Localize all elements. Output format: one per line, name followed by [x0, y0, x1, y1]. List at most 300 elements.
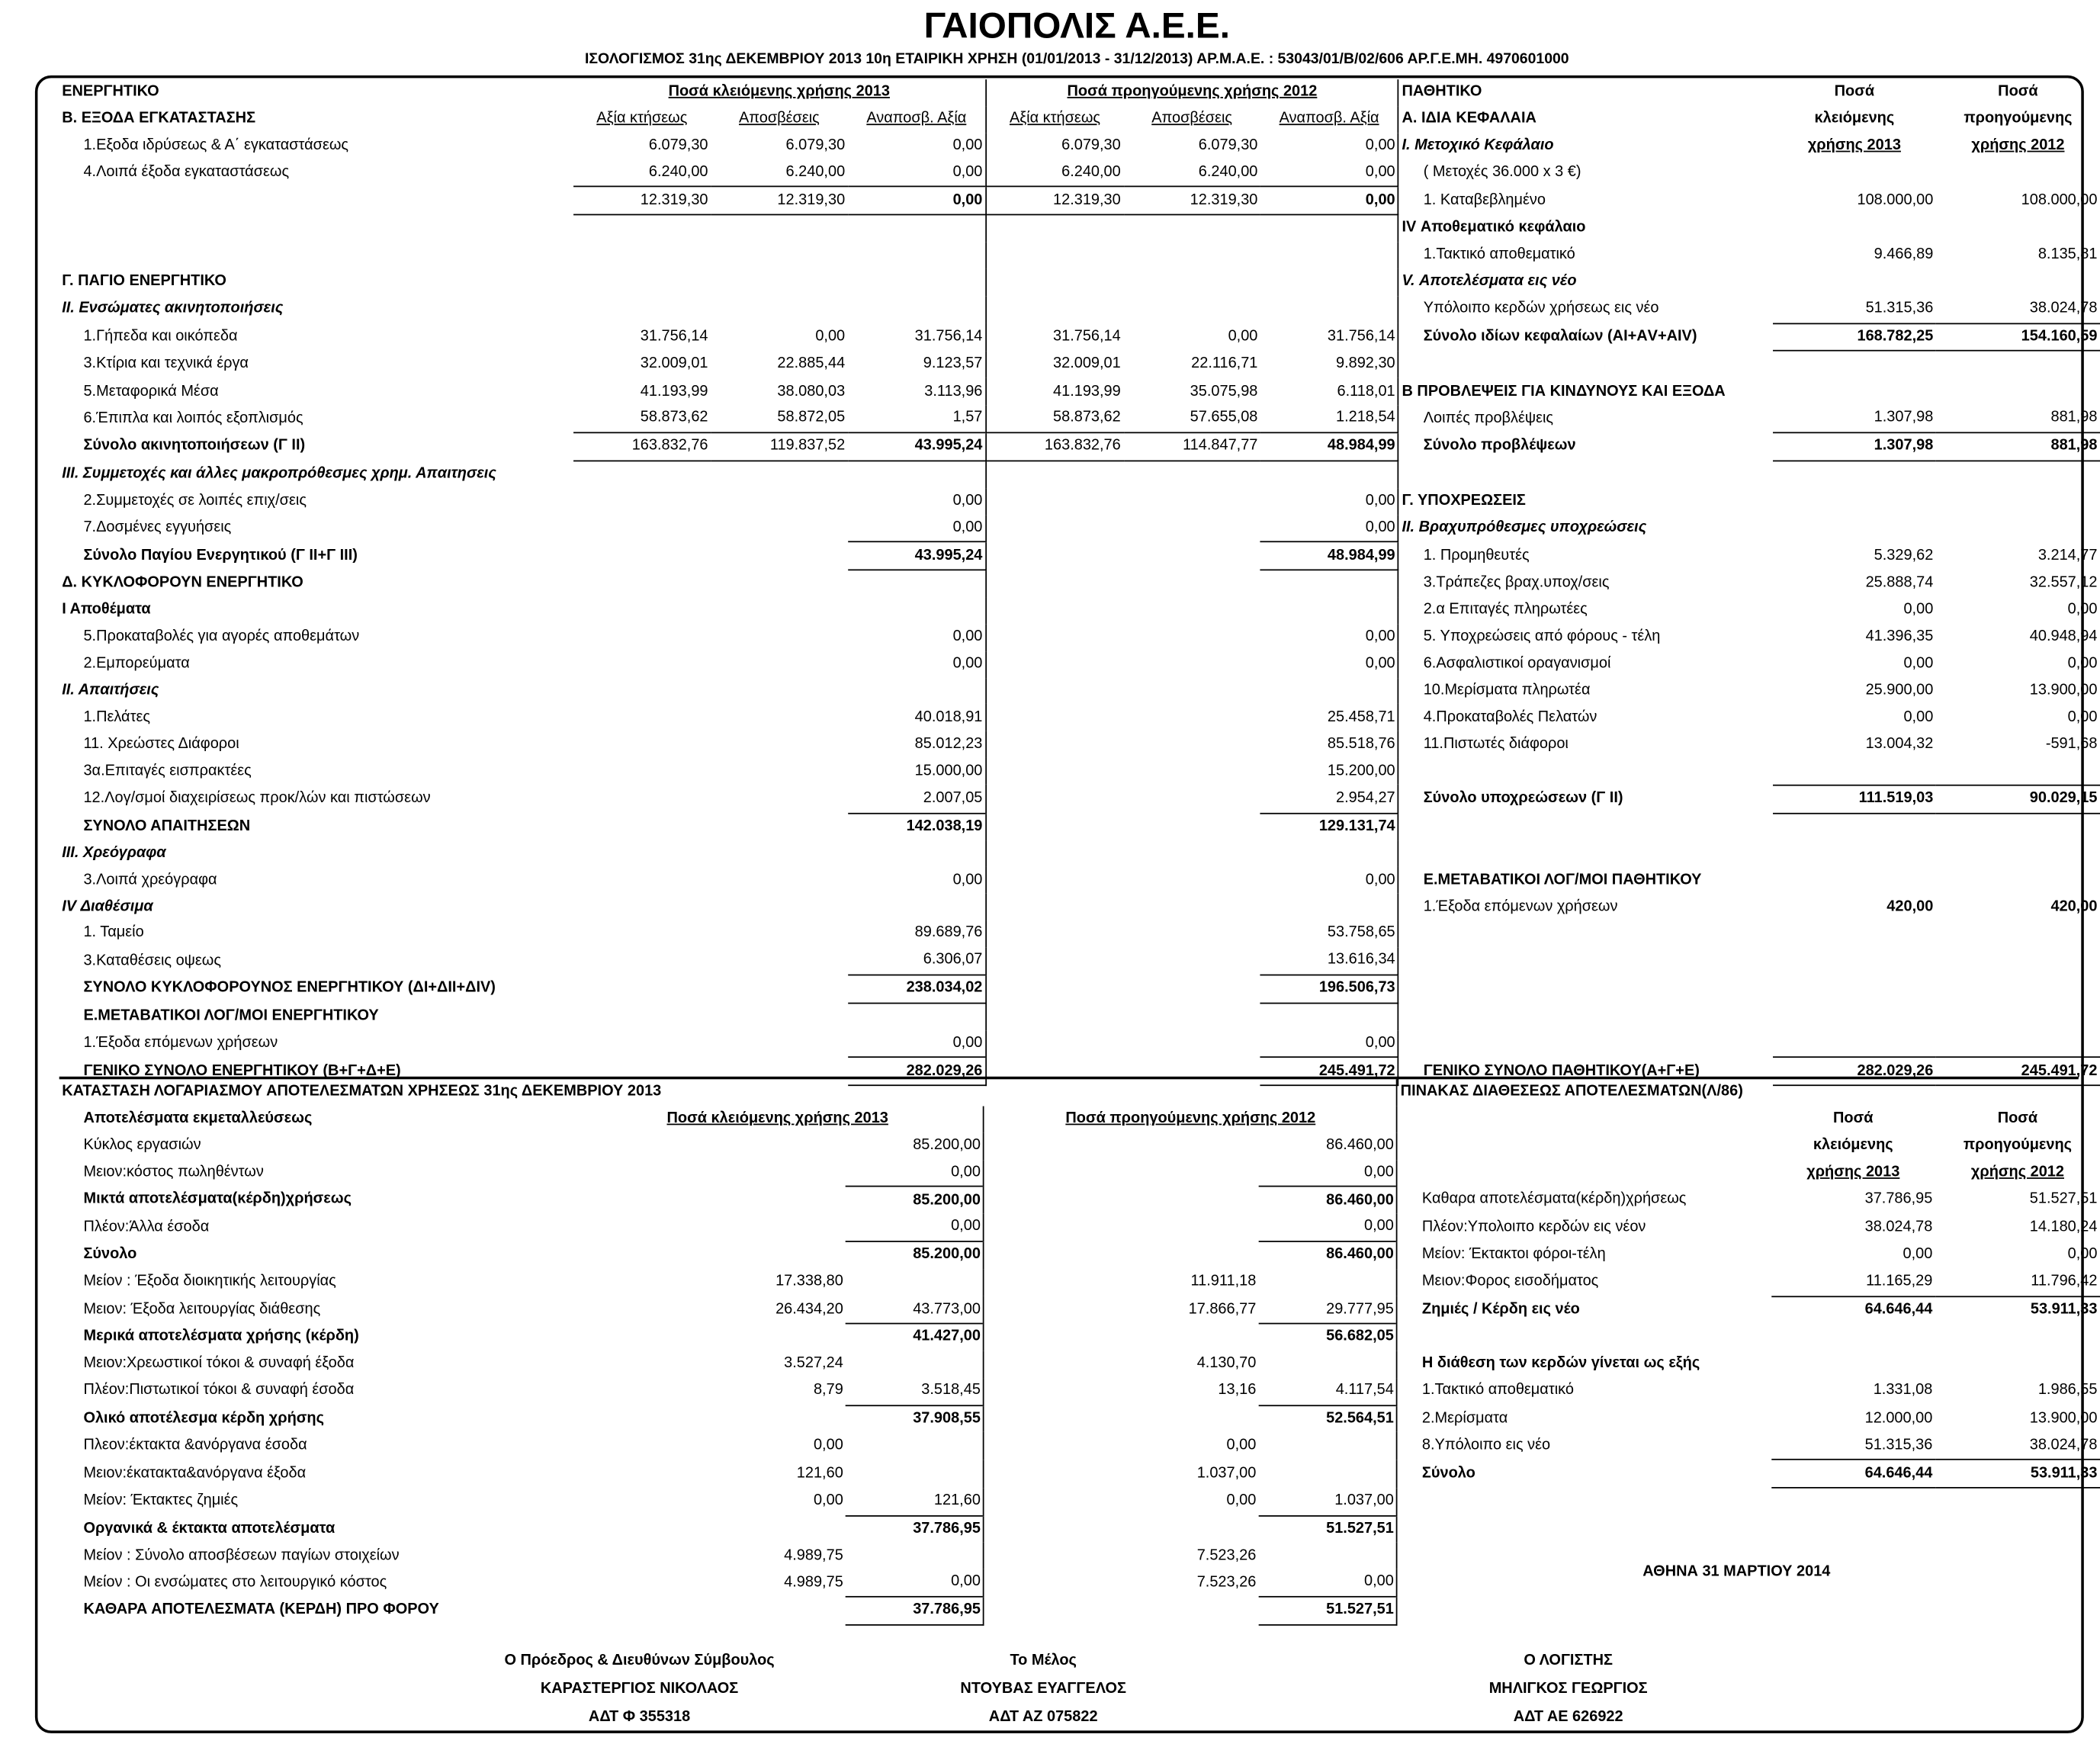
income-value: 17.338,80 [775, 1273, 843, 1290]
income-value: 29.777,95 [1259, 1296, 1397, 1324]
income-label: Πλεον:έκτακτα &ανόργανα έσοδα [83, 1437, 307, 1453]
asset-label: Β. ΕΞΟΔΑ ΕΓΚΑΤΑΣΤΑΣΗΣ [62, 110, 256, 127]
liability-value: χρήσης 2012 [1971, 137, 2065, 154]
asset-value: 6.306,07 [848, 947, 986, 975]
liability-value [1936, 1030, 2100, 1058]
income-value: 0,00 [1259, 1159, 1397, 1187]
asset-value [986, 731, 1123, 758]
liability-value: 25.900,00 [1865, 682, 1934, 699]
distribution-label: Μειον:Φορος εισοδήματος [1421, 1273, 1599, 1290]
income-value [1121, 1214, 1259, 1241]
income-spacer [572, 1432, 708, 1460]
asset-value: 6.118,01 [1260, 378, 1398, 405]
signature-role: Ο ΛΟΓΙΣΤΗΣ [1524, 1652, 1614, 1669]
liability-value [1936, 461, 2100, 488]
asset-value [1123, 840, 1260, 867]
asset-value [1260, 1003, 1398, 1030]
asset-value [1260, 678, 1398, 705]
liability-label: 6.Ασφαλιστικοί οραγανισμοί [1423, 655, 1611, 672]
asset-label: 3.Λοιπά χρεόγραφα [83, 872, 217, 888]
asset-label: ΙΙΙ. Χρεόγραφα [62, 845, 166, 862]
asset-value [573, 785, 711, 814]
liabilities-title: ΠΑΘΗΤΙΚΟ [1402, 83, 1482, 101]
prior-year-header: Ποσά προηγούμενης χρήσης 2012 [986, 79, 1398, 106]
signature-id: ΑΔΤ ΑΕ 626922 [1513, 1709, 1623, 1726]
liability-label [1398, 758, 1773, 785]
liability-value [1936, 975, 2100, 1003]
asset-value: 0,00 [1260, 187, 1398, 215]
liability-value: 51.315,36 [1865, 300, 1934, 316]
balance-row [59, 488, 2100, 515]
asset-value [986, 542, 1123, 570]
asset-value: 58.873,62 [640, 410, 708, 426]
liability-label: V. Αποτελέσματα εις νέο [1402, 273, 1577, 290]
income-spacer [572, 1515, 708, 1543]
asset-value [711, 542, 848, 570]
balance-row [59, 215, 2100, 242]
asset-value [1123, 215, 1260, 242]
asset-value: 0,00 [848, 515, 986, 542]
balance-row [59, 405, 2100, 432]
signature-name: ΜΗΛΙΓΚΟΣ ΓΕΩΡΓΙΟΣ [1488, 1681, 1648, 1697]
liability-value: 90.029,15 [1936, 785, 2100, 814]
asset-value [711, 920, 848, 947]
income-value: 3.518,45 [846, 1378, 984, 1405]
asset-value [573, 215, 711, 242]
asset-value [573, 1030, 711, 1058]
asset-value: 12.319,30 [573, 187, 711, 215]
liability-label: 10.Μερίσματα πληρωτέα [1423, 682, 1591, 699]
asset-label: ΙV Διαθέσιμα [62, 898, 153, 915]
income-row [59, 1351, 2100, 1378]
income-label: Μειον:Χρεωστικοί τόκοι & συναφή έξοδα [83, 1355, 355, 1372]
asset-label: ΙΙ. Απαιτήσεις [62, 682, 159, 699]
liability-value: 1.307,98 [1773, 432, 1936, 461]
liability-value: 0,00 [2067, 708, 2098, 725]
liability-value [1773, 515, 1936, 542]
asset-value: 0,00 [1260, 625, 1398, 651]
distribution-value: 0,00 [1903, 1246, 1933, 1263]
asset-value [573, 840, 711, 867]
asset-value [848, 678, 986, 705]
distribution-value: χρήσης 2013 [1806, 1164, 1900, 1180]
liability-value: 40.948,94 [2029, 628, 2098, 645]
asset-value [573, 515, 711, 542]
asset-value [1260, 215, 1398, 242]
income-row [59, 1405, 2100, 1433]
asset-value: 0,00 [1260, 651, 1398, 678]
assets-title: ΕΝΕΡΓΗΤΙΚΟ [62, 83, 159, 101]
asset-value: 31.756,14 [1260, 323, 1398, 352]
asset-value: 25.458,71 [1260, 705, 1398, 731]
asset-value [986, 678, 1123, 705]
income-spacer [984, 1515, 1120, 1543]
income-value [1121, 1324, 1259, 1351]
asset-value [573, 920, 711, 947]
income-value: 0,00 [1259, 1214, 1397, 1241]
income-value: 51.527,51 [1259, 1515, 1397, 1543]
asset-value: 89.689,76 [848, 920, 986, 947]
income-value: 85.200,00 [846, 1241, 984, 1269]
asset-label: 3.Καταθέσεις οψεως [83, 952, 221, 968]
asset-value: 32.009,01 [1053, 355, 1121, 372]
income-row [59, 1214, 2100, 1241]
liability-value: 0,00 [1903, 708, 1934, 725]
asset-value: 163.832,76 [986, 432, 1123, 461]
asset-value: 0,00 [1260, 133, 1398, 159]
income-value [846, 1543, 984, 1569]
distribution-value [1771, 1515, 1935, 1543]
liability-value: χρήσης 2013 [1807, 137, 1901, 154]
liability-label: Σύνολο υποχρεώσεων (Γ ΙΙ) [1423, 790, 1623, 807]
income-statement-title: ΚΑΤΑΣΤΑΣΗ ΛΟΓΑΡΙΑΣΜΟΥ ΑΠΟΤΕΛΕΣΜΑΤΩΝ ΧΡΗΣΕΩΣ 31ης ΔΕΚΕΜΒΡΙΟΥ 2013 [59, 1079, 1398, 1106]
income-value [846, 1432, 984, 1460]
liability-value: 245.491,72 [1936, 1058, 2100, 1086]
liability-label [1398, 975, 1773, 1003]
income-value: 8,79 [813, 1382, 843, 1399]
asset-value: Αποσβέσεις [1151, 110, 1233, 127]
asset-value: 0,00 [1260, 867, 1398, 894]
asset-label: 7.Δοσμένες εγγυήσεις [83, 519, 232, 536]
asset-value [711, 867, 848, 894]
asset-value [848, 269, 986, 296]
asset-value [1260, 296, 1398, 323]
asset-value [573, 651, 711, 678]
asset-value [1260, 598, 1398, 625]
balance-row [59, 840, 2100, 867]
liability-label: IV Αποθεματικό κεφάλαιο [1402, 220, 1586, 236]
balance-row [59, 242, 2100, 269]
company-name: ΓΑΙΟΠΟΛΙΣ Α.Ε.Ε. [923, 5, 1230, 46]
asset-value [1123, 242, 1260, 269]
distribution-value: 53.911,33 [1935, 1460, 2100, 1488]
asset-label [59, 242, 573, 269]
distribution-value: 1.986,55 [2037, 1382, 2098, 1399]
income-value: 41.427,00 [846, 1324, 984, 1351]
income-spacer [572, 1269, 708, 1296]
distribution-label: Η διάθεση των κερδών γίνεται ως εξής [1421, 1355, 1700, 1372]
asset-value [573, 731, 711, 758]
asset-label: Σύνολο ακινητοποιήσεων (Γ ΙΙ) [83, 437, 306, 454]
liability-value [1773, 351, 1936, 378]
asset-value [711, 269, 848, 296]
asset-label [59, 215, 573, 242]
income-col-header: Ποσά κλειόμενης χρήσης 2013 [572, 1106, 984, 1132]
asset-value: 13.616,34 [1260, 947, 1398, 975]
asset-value [1123, 785, 1260, 814]
liability-label [1398, 351, 1773, 378]
asset-value: 41.193,99 [1053, 383, 1121, 400]
distribution-label [1397, 1324, 1771, 1351]
distribution-value: 37.786,95 [1864, 1191, 1933, 1208]
income-value: 86.460,00 [1259, 1187, 1397, 1214]
liability-label: Σύνολο προβλέψεων [1423, 437, 1576, 454]
asset-value [986, 813, 1123, 840]
liability-label: 1.Τακτικό αποθεματικό [1423, 246, 1575, 263]
income-label: Μειον: Έξοδα λειτουργίας διάθεσης [83, 1301, 321, 1318]
asset-value: 282.029,26 [848, 1058, 986, 1086]
income-label: ΚΑΘΑΡΑ ΑΠΟΤΕΛΕΣΜΑΤΑ (ΚΕΡΔΗ) ΠΡΟ ΦΟΡΟΥ [83, 1601, 439, 1618]
distribution-value [1771, 1488, 1935, 1515]
asset-value: 0,00 [848, 1030, 986, 1058]
asset-value: 85.518,76 [1260, 731, 1398, 758]
income-spacer [572, 1460, 708, 1488]
liability-value: 154.160,59 [1936, 323, 2100, 352]
distribution-value: 11.796,42 [2031, 1273, 2098, 1290]
income-value: 85.200,00 [846, 1187, 984, 1214]
liability-value [1936, 947, 2100, 975]
asset-value: 15.200,00 [1260, 758, 1398, 785]
distribution-value [1771, 1351, 1935, 1378]
liability-value [1936, 813, 2100, 840]
asset-value: 53.758,65 [1260, 920, 1398, 947]
income-value: 1.037,00 [1196, 1465, 1257, 1482]
asset-value: 1.218,54 [1260, 405, 1398, 432]
asset-value [1123, 731, 1260, 758]
asset-value: 6.079,30 [648, 137, 708, 154]
liability-value: 25.888,74 [1865, 574, 1934, 592]
income-spacer [984, 1214, 1120, 1241]
asset-value [848, 215, 986, 242]
asset-value [573, 813, 711, 840]
income-value [846, 1269, 984, 1296]
document-subtitle: ΙΣΟΛΟΓΙΣΜΟΣ 31ης ΔΕΚΕΜΒΡΙΟΥ 2013 10η ΕΤΑΙΡΙΚΗ ΧΡΗΣΗ (01/01/2013 - 31/12/2013) ΑΡ.Μ.Α.Ε. : 53043/01/Β/02/606 ΑΡ.Γ.Ε.ΜΗ. 4970601000 [584, 51, 1569, 68]
asset-value [711, 651, 848, 678]
liability-label: 1. Καταβεβλημένο [1423, 191, 1546, 208]
income-value: 86.460,00 [1259, 1241, 1397, 1269]
liability-value: -591,68 [2045, 735, 2098, 752]
liability-value: 0,00 [1903, 655, 1934, 672]
balance-row [59, 731, 2100, 758]
asset-label: 1.Πελάτες [83, 708, 150, 725]
asset-value [573, 975, 711, 1003]
income-value [708, 1159, 846, 1187]
income-label: Πλέον:Άλλα έσοδα [83, 1219, 210, 1235]
asset-value: 6.240,00 [648, 163, 708, 181]
asset-value: 9.123,57 [848, 351, 986, 378]
asset-value [573, 542, 711, 570]
asset-value [1260, 269, 1398, 296]
liability-value [1936, 159, 2100, 187]
liability-label: Ι. Μετοχικό Κεφάλαιο [1402, 137, 1554, 154]
asset-value: 40.018,91 [848, 705, 986, 731]
distribution-value: 51.527,51 [2029, 1191, 2098, 1208]
asset-value [986, 758, 1123, 785]
liability-value [1936, 867, 2100, 894]
asset-value: 31.756,14 [1053, 328, 1121, 345]
income-spacer [984, 1597, 1120, 1625]
distribution-label: 2.Μερίσματα [1421, 1409, 1508, 1426]
liability-value [1773, 488, 1936, 515]
liability-label [1398, 947, 1773, 975]
income-value [1121, 1241, 1259, 1269]
asset-value: 0,00 [1260, 515, 1398, 542]
asset-label: Σύνολο Παγίου Ενεργητικού (Γ ΙΙ+Γ ΙΙΙ) [83, 547, 358, 564]
balance-row [59, 461, 2100, 488]
asset-label: 1.Γήπεδα και οικόπεδα [83, 328, 238, 345]
asset-value [573, 488, 711, 515]
income-value: 52.564,51 [1259, 1405, 1397, 1433]
income-spacer [572, 1324, 708, 1351]
distribution-value: 13.900,00 [2029, 1409, 2098, 1426]
distribution-value: 64.646,44 [1771, 1296, 1935, 1324]
income-value: 0,00 [1226, 1492, 1257, 1509]
asset-value [711, 242, 848, 269]
income-value: 7.523,26 [1196, 1546, 1257, 1563]
income-label: Μερικά αποτελέσματα χρήσης (κέρδη) [83, 1328, 359, 1345]
income-spacer [572, 1597, 708, 1625]
asset-value: 31.756,14 [848, 323, 986, 352]
asset-value [1123, 678, 1260, 705]
asset-value [848, 1003, 986, 1030]
income-value: 0,00 [813, 1492, 843, 1509]
asset-value [1123, 894, 1260, 920]
asset-value: 31.756,14 [640, 328, 708, 345]
liability-label: 4.Προκαταβολές Πελατών [1423, 708, 1597, 725]
income-value [1259, 1351, 1397, 1378]
liability-label: Γ. ΥΠΟΧΡΕΩΣΕΙΣ [1402, 492, 1526, 509]
income-label: Μικτά αποτελέσματα(κέρδη)χρήσεως [83, 1191, 352, 1208]
income-spacer [984, 1296, 1120, 1324]
income-row [59, 1597, 2100, 1625]
signature-id: ΑΔΤ Φ 355318 [588, 1709, 691, 1726]
asset-value [1260, 840, 1398, 867]
liability-label: Β ΠΡΟΒΛΕΨΕΙΣ ΓΙΑ ΚΙΝΔΥΝΟΥΣ ΚΑΙ ΕΞΟΔΑ [1402, 383, 1726, 400]
asset-value: 0,00 [848, 651, 986, 678]
income-spacer [984, 1159, 1120, 1187]
distribution-value: 11.165,29 [1866, 1273, 1933, 1290]
asset-value [711, 625, 848, 651]
income-spacer [984, 1488, 1120, 1515]
income-value: 0,00 [846, 1569, 984, 1597]
liability-label: 1.Έξοδα επόμενων χρήσεων [1423, 898, 1618, 915]
liability-label: Σύνολο ιδίων κεφαλαίων (ΑΙ+ΑV+ΑΙV) [1423, 328, 1697, 345]
liability-label: Α. ΙΔΙΑ ΚΕΦΑΛΑΙΑ [1402, 110, 1536, 127]
liability-value: 32.557,12 [2029, 574, 2098, 592]
income-value [708, 1214, 846, 1241]
income-spacer [572, 1187, 708, 1214]
distribution-value [1935, 1351, 2100, 1378]
asset-value [711, 515, 848, 542]
distribution-value: 12.000,00 [1864, 1409, 1933, 1426]
asset-value [1123, 488, 1260, 515]
asset-value [986, 598, 1123, 625]
signature-id: ΑΔΤ ΑΖ 075822 [988, 1709, 1098, 1726]
asset-value [986, 947, 1123, 975]
asset-value [711, 705, 848, 731]
asset-label: 11. Χρεώστες Διάφοροι [83, 735, 239, 752]
asset-value [1123, 461, 1260, 488]
signature-role: Ο Πρόεδρος & Διευθύνων Σύμβουλος [504, 1652, 775, 1669]
income-value: 37.786,95 [846, 1515, 984, 1543]
signature-name: ΚΑΡΑΣΤΕΡΓΙΟΣ ΝΙΚΟΛΑΟΣ [540, 1681, 739, 1697]
income-spacer [984, 1432, 1120, 1460]
asset-value [1123, 651, 1260, 678]
asset-label: ΣΥΝΟΛΟ ΑΠΑΙΤΗΣΕΩΝ [83, 817, 251, 834]
income-spacer [572, 1159, 708, 1187]
asset-value: 2.954,27 [1260, 785, 1398, 814]
income-value: 0,00 [1259, 1569, 1397, 1597]
income-value: 56.682,05 [1259, 1324, 1397, 1351]
asset-value: 119.837,52 [711, 432, 848, 461]
income-value [708, 1241, 846, 1269]
income-label: Μείον : Σύνολο αποσβέσεων παγίων στοιχείων [83, 1546, 400, 1563]
asset-label: 1.Εξοδα ιδρύσεως & Α΄ εγκαταστάσεως [83, 137, 349, 154]
liability-value [1936, 378, 2100, 405]
asset-value [711, 570, 848, 598]
income-value: 0,00 [813, 1437, 843, 1453]
asset-value [1123, 947, 1260, 975]
asset-label: 12.Λογ/σμοί διαχειρίσεως προκ/λών και πιστώσεων [83, 790, 431, 807]
asset-value [986, 215, 1123, 242]
liability-value [1773, 159, 1936, 187]
liability-label [1398, 920, 1773, 947]
income-value: 85.200,00 [846, 1132, 984, 1159]
liability-value: 881,98 [2050, 410, 2098, 426]
balance-row [59, 813, 2100, 840]
asset-label: 5.Προκαταβολές για αγορές αποθεμάτων [83, 628, 360, 645]
asset-value [711, 947, 848, 975]
asset-value: 0,00 [1260, 488, 1398, 515]
distribution-value [1935, 1488, 2100, 1515]
income-statement-table [59, 1079, 2100, 1625]
asset-value [573, 758, 711, 785]
income-row [59, 1378, 2100, 1405]
income-label: Μείον: Έκτακτες ζημιές [83, 1492, 239, 1509]
asset-value [573, 598, 711, 625]
liability-value: 13.900,00 [2029, 682, 2098, 699]
income-row [59, 1159, 2100, 1187]
asset-value [986, 488, 1123, 515]
asset-value: 6.240,00 [1198, 163, 1258, 181]
asset-value: 35.075,98 [1190, 383, 1258, 400]
distribution-value [1935, 1324, 2100, 1351]
balance-row [59, 1030, 2100, 1058]
asset-value [573, 1003, 711, 1030]
asset-value: 57.655,08 [1190, 410, 1258, 426]
distribution-label [1397, 1159, 1771, 1187]
income-value: 11.911,18 [1190, 1273, 1257, 1290]
distribution-value [1935, 1597, 2100, 1625]
asset-value [573, 269, 711, 296]
asset-value: 0,00 [815, 328, 846, 345]
asset-label: Δ. ΚΥΚΛΟΦΟΡΟΥΝ ΕΝΕΡΓΗΤΙΚΟ [62, 574, 303, 592]
liability-label: 5. Υποχρεώσεις από φόρους - τέλη [1423, 628, 1661, 645]
asset-value [848, 296, 986, 323]
balance-row [59, 515, 2100, 542]
distribution-label [1397, 1488, 1771, 1515]
asset-value [1123, 542, 1260, 570]
asset-value: 0,00 [848, 867, 986, 894]
distribution-label: Πλέον:Υπολοιπο κερδών εις νέον [1421, 1219, 1646, 1235]
income-spacer [572, 1569, 708, 1597]
income-spacer [984, 1324, 1120, 1351]
asset-value: 1,57 [848, 405, 986, 432]
asset-value [986, 975, 1123, 1003]
asset-value [711, 975, 848, 1003]
income-spacer [984, 1543, 1120, 1569]
income-row [59, 1324, 2100, 1351]
asset-value [711, 813, 848, 840]
income-value [708, 1405, 846, 1433]
liability-value: 881,98 [1936, 432, 2100, 461]
asset-value: 196.506,73 [1260, 975, 1398, 1003]
balance-row [59, 106, 2100, 133]
asset-value [573, 296, 711, 323]
liability-value [1773, 840, 1936, 867]
balance-row [59, 705, 2100, 731]
income-spacer [984, 1132, 1120, 1159]
